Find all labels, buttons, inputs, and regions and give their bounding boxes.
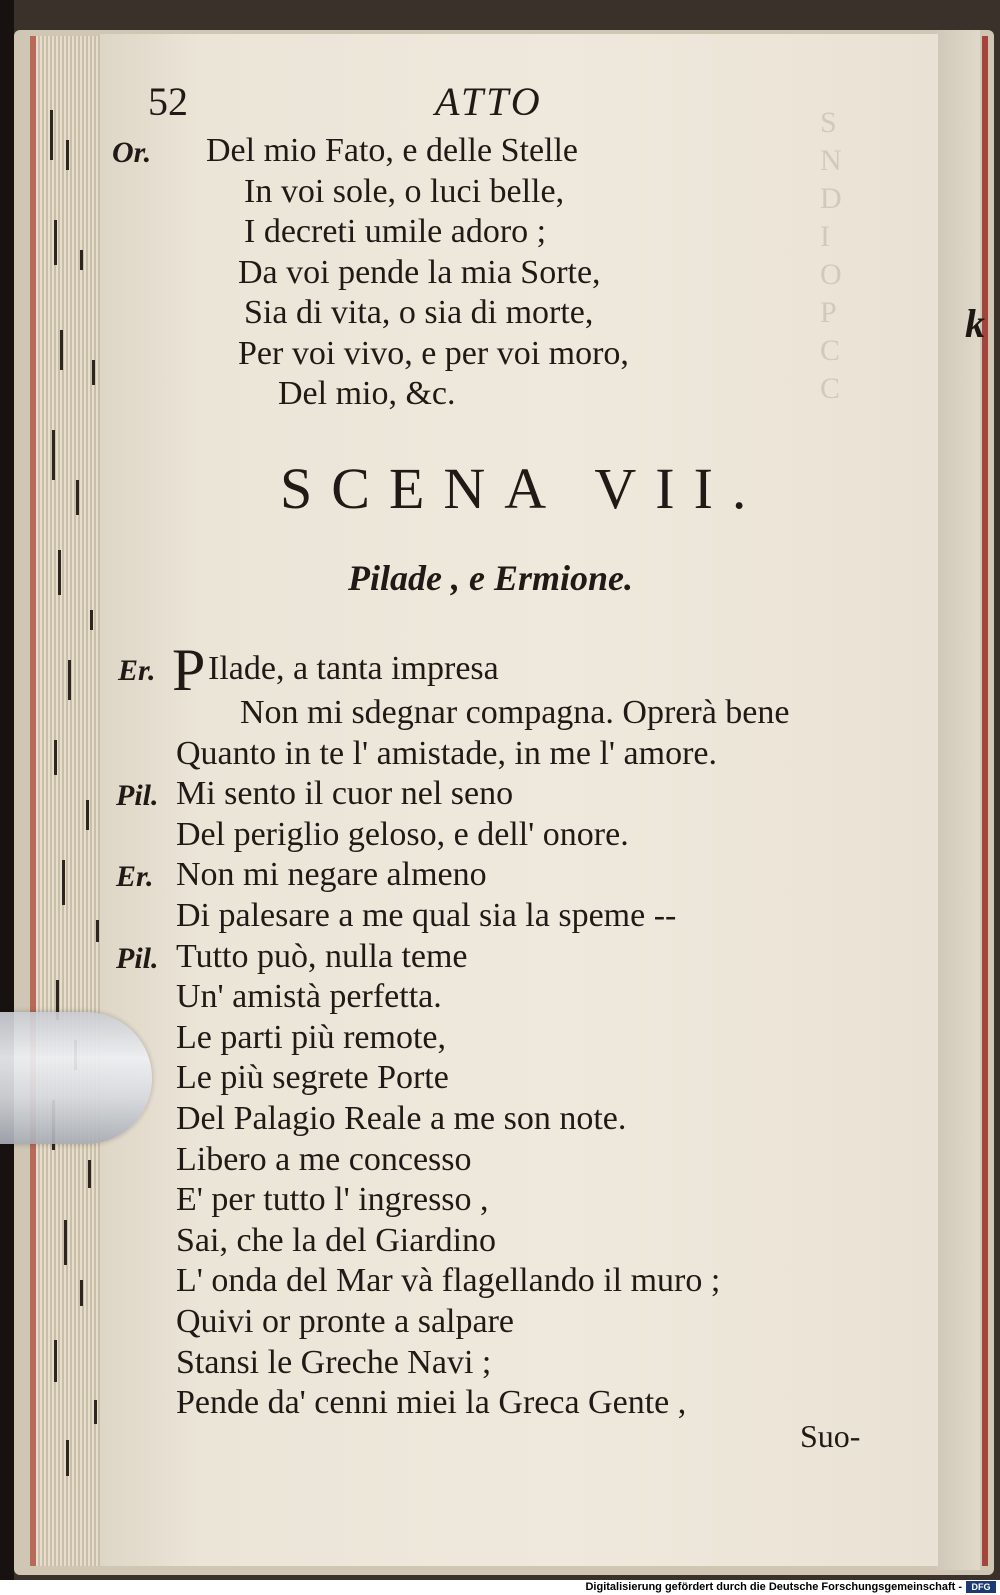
binding-mark bbox=[66, 140, 69, 170]
verse-line: Del Palagio Reale a me son note. bbox=[176, 1100, 627, 1137]
binding-mark bbox=[88, 1160, 91, 1188]
binding-mark bbox=[94, 1400, 97, 1424]
red-edge-left bbox=[30, 36, 36, 1566]
binding-mark bbox=[90, 610, 93, 630]
verse-line: Pende da' cenni miei la Greca Gente , bbox=[176, 1384, 687, 1422]
binding-mark bbox=[64, 1220, 67, 1265]
verse-line: Le parti più remote, bbox=[176, 1018, 447, 1056]
facing-page-edge bbox=[935, 30, 980, 1570]
verse-line: Un' amistà perfetta. bbox=[176, 978, 442, 1016]
verse-line: Ilade, a tanta impresa bbox=[208, 650, 499, 687]
binding-mark bbox=[50, 110, 53, 160]
thumb-clip bbox=[0, 1012, 152, 1144]
verse-line: In voi sole, o luci belle, bbox=[244, 172, 565, 210]
verse-line: Quanto in te l' amistade, in me l' amore. bbox=[176, 734, 717, 772]
catchword: Suo- bbox=[800, 1418, 861, 1454]
binding-mark bbox=[60, 330, 63, 370]
verse-line: Le più segrete Porte bbox=[176, 1059, 449, 1097]
verse-line: Di palesare a me qual sia la speme -- bbox=[176, 897, 677, 934]
verse-line: Del mio, &c. bbox=[278, 375, 456, 412]
dfg-logo: DFG bbox=[966, 1581, 996, 1593]
show-through-text: S N D I O P C C bbox=[820, 106, 842, 405]
verse-line: L' onda del Mar và flagellando il muro ; bbox=[176, 1262, 721, 1300]
binding-mark bbox=[54, 1340, 57, 1382]
verse-line: Sia di vita, o sia di morte, bbox=[244, 294, 594, 331]
binding-mark bbox=[76, 480, 79, 515]
verse-line: Mi sento il cuor nel seno bbox=[176, 775, 514, 813]
verse-line: Del periglio geloso, e dell' onore. bbox=[176, 815, 629, 853]
binding-mark bbox=[62, 860, 65, 905]
scene-title: SCENA VII. bbox=[280, 456, 766, 521]
verse-line: Stansi le Greche Navi ; bbox=[176, 1343, 492, 1381]
binding-mark bbox=[54, 220, 57, 265]
speaker-label: Pil. bbox=[116, 941, 159, 975]
binding-mark bbox=[92, 360, 95, 385]
verse-line: Non mi negare almeno bbox=[176, 856, 487, 894]
binding-mark bbox=[80, 250, 83, 270]
binding-mark bbox=[66, 1440, 69, 1476]
verse-line: I decreti umile adoro ; bbox=[244, 213, 547, 250]
facing-page-glyph: k bbox=[965, 301, 985, 346]
verse-line: Del mio Fato, e delle Stelle bbox=[206, 132, 579, 169]
scene-characters: Pilade , e Ermione. bbox=[348, 558, 633, 598]
binding-mark bbox=[52, 430, 55, 480]
drop-cap: P bbox=[172, 637, 206, 703]
speaker-label: Er. bbox=[118, 654, 156, 687]
footer-credit: Digitalisierung gefördert durch die Deutsche Forschungsgemeinschaft - bbox=[585, 1581, 962, 1593]
verse-line: Non mi sdegnar compagna. Oprerà bene bbox=[240, 694, 790, 731]
binding-mark bbox=[54, 740, 57, 775]
verse-line: Da voi pende la mia Sorte, bbox=[238, 253, 601, 291]
speaker-label: Er. bbox=[116, 860, 154, 894]
sewing-marks bbox=[46, 100, 106, 1480]
verse-line: Per voi vivo, e per voi moro, bbox=[238, 334, 629, 372]
speaker-label: Or. bbox=[112, 136, 152, 169]
binding-mark bbox=[68, 660, 71, 700]
binding-mark bbox=[96, 920, 99, 942]
speaker-label: Pil. bbox=[116, 779, 159, 813]
book-edge-shadow bbox=[0, 0, 14, 1580]
verse-line: Sai, che la del Giardino bbox=[176, 1221, 497, 1259]
binding-mark bbox=[58, 550, 61, 595]
binding-mark bbox=[86, 800, 89, 830]
verse-line: Quivi or pronte a salpare bbox=[176, 1303, 514, 1340]
binding-mark bbox=[80, 1280, 83, 1306]
verse-line: Tutto può, nulla teme bbox=[176, 937, 468, 975]
verse-line: Libero a me concesso bbox=[176, 1140, 472, 1178]
footer-bar bbox=[0, 1580, 1000, 1595]
running-head: ATTO bbox=[435, 79, 543, 124]
page-number: 52 bbox=[148, 79, 188, 124]
red-edge-right bbox=[982, 36, 988, 1566]
verse-line: E' per tutto l' ingresso , bbox=[176, 1181, 489, 1219]
